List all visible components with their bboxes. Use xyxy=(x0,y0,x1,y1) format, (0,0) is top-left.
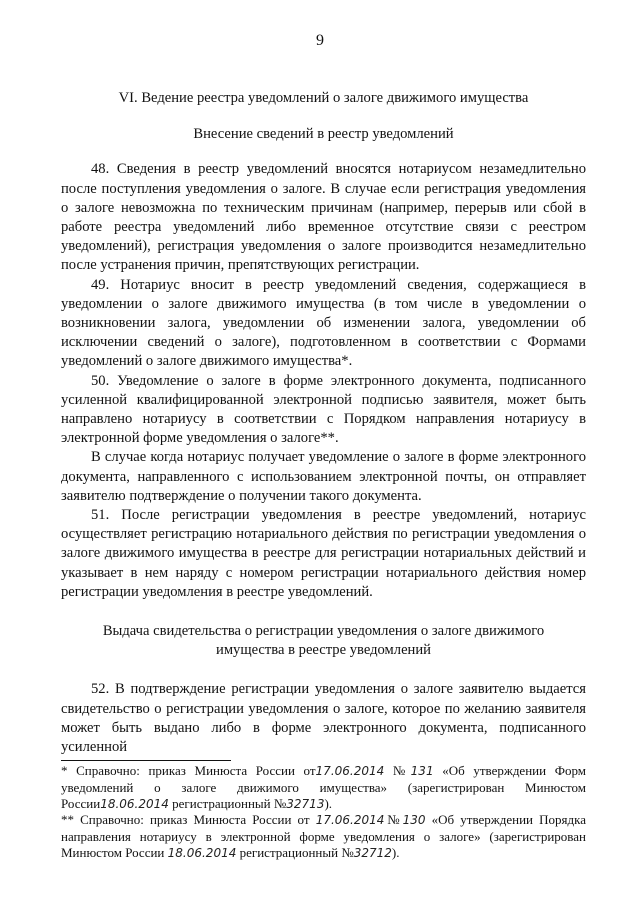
paragraph-52: 52. В подтверждение регистрации уведомления о залоге заявителю выдается свидетельство о регистрации уведомления о залоге, которое по желанию заявителя может быть выдано либо в форме электронного документа, подписанного усиленной xyxy=(61,681,586,756)
footnote-text: регистрационный № xyxy=(168,795,287,811)
paragraph-48: 48. Сведения в реестр уведомлений вносятся нотариусом незамедлительно после поступления уведомления о залоге. В случае если регистрация уведомления о залоге невозможна по техническим причинам (например, перерыв или сбой в работе реестра уведомлений либо временное отсутствие связи с реестром уведомлений), регистрация уведомления о залоге производится незамедлительно после устранения причин, препятствующих регистрации. xyxy=(61,161,586,274)
footnote-text: № xyxy=(384,812,403,828)
footnote-text: ). xyxy=(324,795,333,811)
footnotes xyxy=(61,763,586,862)
subsection-title: Внесение сведений в реестр уведомлений xyxy=(193,126,454,143)
footnote-text: ** Справочно: приказ Минюста России от xyxy=(61,812,316,828)
handwritten-reg-date: 18.06.2014 xyxy=(167,845,237,860)
footnote-text: «Об утверждении Форм уведомлений о залоге движимого имущества» (зарегистрирован Минюстом России xyxy=(61,763,587,811)
footnote-divider xyxy=(61,760,231,761)
handwritten-reg-date: 18.06.2014 xyxy=(100,796,169,811)
paragraph-50-cont: В случае когда нотариус получает уведомление о залоге в форме электронного документа, направленного с использованием электронной почты, он отправляет заявителю подтверждение о получении такого документа. xyxy=(61,449,586,504)
document-body xyxy=(61,89,586,757)
footnote-text: № xyxy=(384,763,411,778)
page-number: 9 xyxy=(316,32,324,49)
footnote-1 xyxy=(61,763,586,812)
paragraph-51: 51. После регистрации уведомления в реестре уведомлений, нотариус осуществляет регистрацию нотариального действия по регистрации уведомления о залоге движимого имущества в реестре для регистрации нотариальных действий и указывает в нем наряду с номером регистрации нотариального действия номер регистрации уведомления в реестре уведомлений. xyxy=(61,507,586,600)
paragraph-50: 50. Уведомление о залоге в форме электронного документа, подписанного усиленной квалифицированной электронной подписью заявителя, может быть направлено нотариусу в соответствии с Порядком направления нотариусу в электронной форме уведомления о залоге**. xyxy=(61,372,586,447)
handwritten-number: 131 xyxy=(410,764,434,778)
footnote-2 xyxy=(61,812,586,861)
footnote-text: * Справочно: приказ Минюста России от xyxy=(61,763,316,778)
section-title: VI. Ведение реестра уведомлений о залоге движимого имущества xyxy=(118,90,529,106)
paragraph-49: 49. Нотариус вносит в реестр уведомлений сведения, содержащиеся в уведомлении о залоге движимого имущества (в том числе в уведомлении о возникновении залога, уведомлении об изменении залога, уведомлении об исключении сведений о залоге), подготовленном в соответствии с Формами уведомлений о залоге движимого имущества*. xyxy=(61,276,586,370)
handwritten-reg-number: 32712 xyxy=(353,845,392,860)
footnote-text: регистрационный № xyxy=(236,844,354,860)
handwritten-date: 17.06.2014 xyxy=(315,764,385,778)
handwritten-number: 130 xyxy=(402,813,426,828)
footnote-text: «Об утверждении Порядка направления нотариусу в электронной форме уведомления о залоге» (зарегистрирован Минюстом России xyxy=(61,812,587,860)
subsection-title-2: Выдача свидетельства о регистрации уведомления о залоге движимого имущества в реестре уведомлений xyxy=(102,623,545,659)
footnote-text: ). xyxy=(391,844,400,860)
handwritten-date: 17.06.2014 xyxy=(315,813,385,828)
handwritten-reg-number: 32713 xyxy=(286,796,325,811)
